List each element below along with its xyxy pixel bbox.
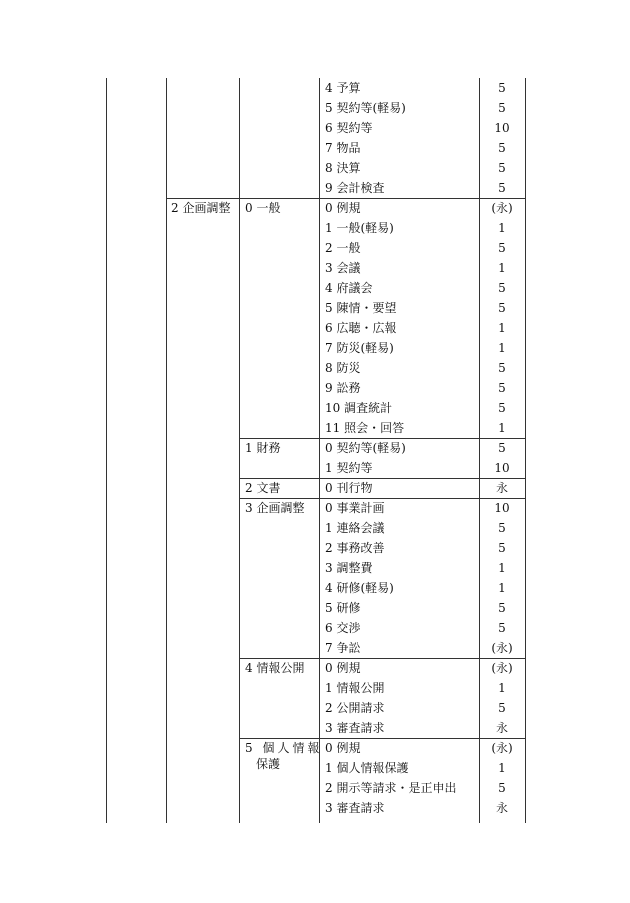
item-label: 11 照会・回答 [325, 421, 405, 435]
item-label: 9 訟務 [325, 381, 361, 395]
retention-period: 5 [498, 241, 506, 255]
column-divider-mid [166, 78, 167, 823]
subcategory-label: 3 企画調整 [245, 501, 305, 515]
retention-period: 5 [498, 141, 506, 155]
retention-period: 10 [494, 501, 510, 515]
item-label: 9 会計検査 [325, 181, 385, 195]
retention-period: 1 [498, 581, 506, 595]
item-label: 7 争訟 [325, 641, 361, 655]
retention-period: (永) [491, 741, 513, 755]
column-divider-item [319, 78, 320, 823]
retention-period: 5 [498, 621, 506, 635]
item-label: 4 研修(軽易) [325, 581, 394, 595]
column-divider-sub [239, 78, 240, 823]
retention-period: (永) [491, 641, 513, 655]
retention-period: 10 [494, 461, 510, 475]
retention-period: 5 [498, 381, 506, 395]
retention-period: 永 [495, 481, 508, 495]
item-label: 6 交渉 [325, 621, 361, 635]
item-label: 6 契約等 [325, 121, 373, 135]
retention-period: 5 [498, 441, 506, 455]
item-label: 10 調査統計 [325, 401, 393, 415]
retention-period: 5 [498, 601, 506, 615]
retention-period: 1 [498, 341, 506, 355]
item-label: 0 刊行物 [325, 481, 373, 495]
retention-period: 5 [498, 281, 506, 295]
category-label: 2 企画調整 [171, 201, 231, 215]
retention-period: 1 [498, 421, 506, 435]
retention-period: (永) [491, 201, 513, 215]
table-border-left [106, 78, 107, 823]
item-label: 2 事務改善 [325, 541, 385, 555]
item-label: 5 陳情・要望 [325, 301, 397, 315]
item-label: 5 契約等(軽易) [325, 101, 406, 115]
item-label: 1 連絡会議 [325, 521, 385, 535]
retention-period: 5 [498, 101, 506, 115]
retention-period: 5 [498, 701, 506, 715]
retention-period: 5 [498, 541, 506, 555]
item-label: 0 例規 [325, 201, 361, 215]
subcategory-label-cont: 保護 [256, 757, 281, 771]
retention-period: 10 [494, 121, 510, 135]
item-label: 1 契約等 [325, 461, 373, 475]
item-label: 4 予算 [325, 81, 361, 95]
item-label: 4 府議会 [325, 281, 373, 295]
item-label: 8 防災 [325, 361, 361, 375]
item-label: 2 一般 [325, 241, 361, 255]
retention-period: 5 [498, 521, 506, 535]
retention-period: 5 [498, 361, 506, 375]
item-label: 3 審査請求 [325, 801, 385, 815]
item-label: 1 個人情報保護 [325, 761, 409, 775]
subcategory-label: 5 個人情報 [245, 741, 323, 755]
item-label: 7 防災(軽易) [325, 341, 394, 355]
item-label: 6 広聴・広報 [325, 321, 397, 335]
retention-period: 5 [498, 161, 506, 175]
item-label: 0 契約等(軽易) [325, 441, 406, 455]
retention-period: 5 [498, 81, 506, 95]
item-label: 5 研修 [325, 601, 361, 615]
item-label: 3 調整費 [325, 561, 373, 575]
item-label: 0 例規 [325, 741, 361, 755]
retention-period: 5 [498, 401, 506, 415]
item-label: 1 一般(軽易) [325, 221, 394, 235]
item-label: 3 会議 [325, 261, 361, 275]
item-label: 2 公開請求 [325, 701, 385, 715]
retention-period: 1 [498, 221, 506, 235]
retention-period: 1 [498, 261, 506, 275]
item-label: 1 情報公開 [325, 681, 385, 695]
retention-period: 永 [495, 721, 508, 735]
retention-period: 1 [498, 321, 506, 335]
subcategory-label: 1 財務 [245, 441, 281, 455]
retention-period: 1 [498, 681, 506, 695]
retention-period: 5 [498, 181, 506, 195]
retention-period: (永) [491, 661, 513, 675]
item-label: 3 審査請求 [325, 721, 385, 735]
retention-period: 永 [495, 801, 508, 815]
item-label: 2 開示等請求・是正申出 [325, 781, 457, 795]
item-label: 0 事業計画 [325, 501, 385, 515]
subcategory-label: 4 情報公開 [245, 661, 305, 675]
retention-period: 1 [498, 761, 506, 775]
item-label: 7 物品 [325, 141, 361, 155]
item-label: 0 例規 [325, 661, 361, 675]
subcategory-label: 2 文書 [245, 481, 281, 495]
retention-period: 5 [498, 781, 506, 795]
retention-period: 5 [498, 301, 506, 315]
subcategory-label: 0 一般 [245, 201, 281, 215]
retention-period: 1 [498, 561, 506, 575]
table-border-right [525, 78, 526, 823]
item-label: 8 決算 [325, 161, 361, 175]
